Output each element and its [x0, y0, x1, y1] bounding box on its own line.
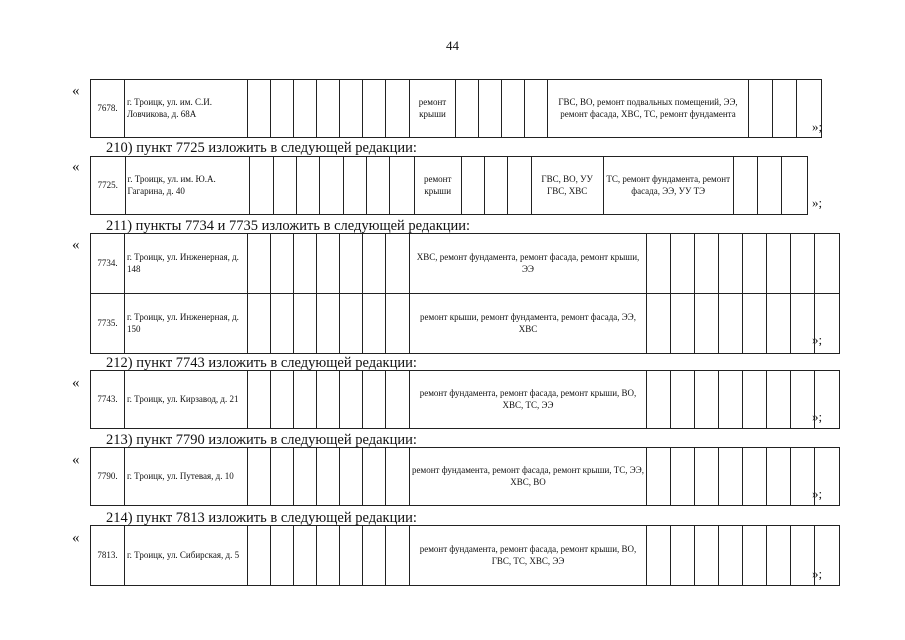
register-table: [90, 370, 840, 429]
register-table: [90, 525, 840, 586]
work-cell: ремонт фундамента, ремонт фасада, ремонт крыши, ТС, ЭЭ, ХВС, ВО: [410, 448, 647, 506]
table-row: [91, 526, 840, 586]
closing-quote: »;: [812, 332, 823, 347]
item-number: 7735.: [91, 294, 125, 354]
work-cell: ремонт крыши: [414, 157, 461, 215]
opening-quote: «: [72, 452, 80, 468]
closing-quote: »;: [812, 119, 823, 134]
opening-quote: «: [72, 375, 80, 391]
closing-quote: »;: [812, 566, 823, 581]
address-cell: г. Троицк, ул. им. Ю.А. Гагарина, д. 40: [125, 157, 250, 215]
amendment-heading: 211) пункты 7734 и 7735 изложить в следующей редакции:: [106, 218, 471, 234]
work-cell: ремонт фундамента, ремонт фасада, ремонт крыши, ВО, ХВС, ТС, ЭЭ: [410, 371, 647, 429]
table-row: [91, 448, 840, 506]
work-cell: ТС, ремонт фундамента, ремонт фасада, ЭЭ, УУ ТЭ: [603, 157, 733, 215]
address-cell: г. Троицк, ул. Сибирская, д. 5: [125, 526, 248, 586]
item-number: 7790.: [91, 448, 125, 506]
address-cell: г. Троицк, ул. Кирзавод, д. 21: [125, 371, 248, 429]
amendment-heading: 210) пункт 7725 изложить в следующей редакции:: [106, 140, 417, 156]
item-number: 7678.: [91, 80, 125, 138]
item-number: 7725.: [91, 157, 126, 215]
item-number: 7813.: [91, 526, 125, 586]
opening-quote: «: [72, 83, 80, 99]
address-cell: г. Троицк, ул. Инженерная, д. 148: [125, 234, 248, 294]
table-row: [91, 80, 822, 138]
address-cell: г. Троицк, ул. Инженерная, д. 150: [125, 294, 248, 354]
table-row: [91, 234, 840, 294]
amendment-heading: 214) пункт 7813 изложить в следующей редакции:: [106, 510, 417, 526]
table-row: [91, 157, 808, 215]
work-cell: ремонт крыши, ремонт фундамента, ремонт фасада, ЭЭ, ХВС: [410, 294, 647, 354]
closing-quote: »;: [812, 486, 823, 501]
register-table: [90, 233, 840, 354]
table-row: [91, 371, 840, 429]
item-number: 7743.: [91, 371, 125, 429]
opening-quote: «: [72, 530, 80, 546]
opening-quote: «: [72, 237, 80, 253]
table-row: [91, 294, 840, 354]
address-cell: г. Троицк, ул. Путевая, д. 10: [125, 448, 248, 506]
item-number: 7734.: [91, 234, 125, 294]
amendment-heading: 212) пункт 7743 изложить в следующей редакции:: [106, 355, 417, 371]
register-table: [90, 447, 840, 506]
closing-quote: »;: [812, 409, 823, 424]
work-cell: ремонт фундамента, ремонт фасада, ремонт крыши, ВО, ГВС, ТС, ХВС, ЭЭ: [410, 526, 647, 586]
page-number: 44: [446, 38, 459, 53]
work-cell: ГВС, ВО, УУ ГВС, ХВС: [531, 157, 603, 215]
amendment-heading: 213) пункт 7790 изложить в следующей редакции:: [106, 432, 417, 448]
register-table: [90, 79, 822, 138]
address-cell: г. Троицк, ул. им. С.И. Ловчикова, д. 68А: [125, 80, 248, 138]
closing-quote: »;: [812, 195, 823, 210]
work-cell: ремонт крыши: [410, 80, 456, 138]
work-cell: ГВС, ВО, ремонт подвальных помещений, ЭЭ, ремонт фасада, ХВС, ТС, ремонт фундамента: [548, 80, 749, 138]
work-cell: ХВС, ремонт фундамента, ремонт фасада, ремонт крыши, ЭЭ: [410, 234, 647, 294]
opening-quote: «: [72, 159, 80, 175]
register-table: [90, 156, 808, 215]
